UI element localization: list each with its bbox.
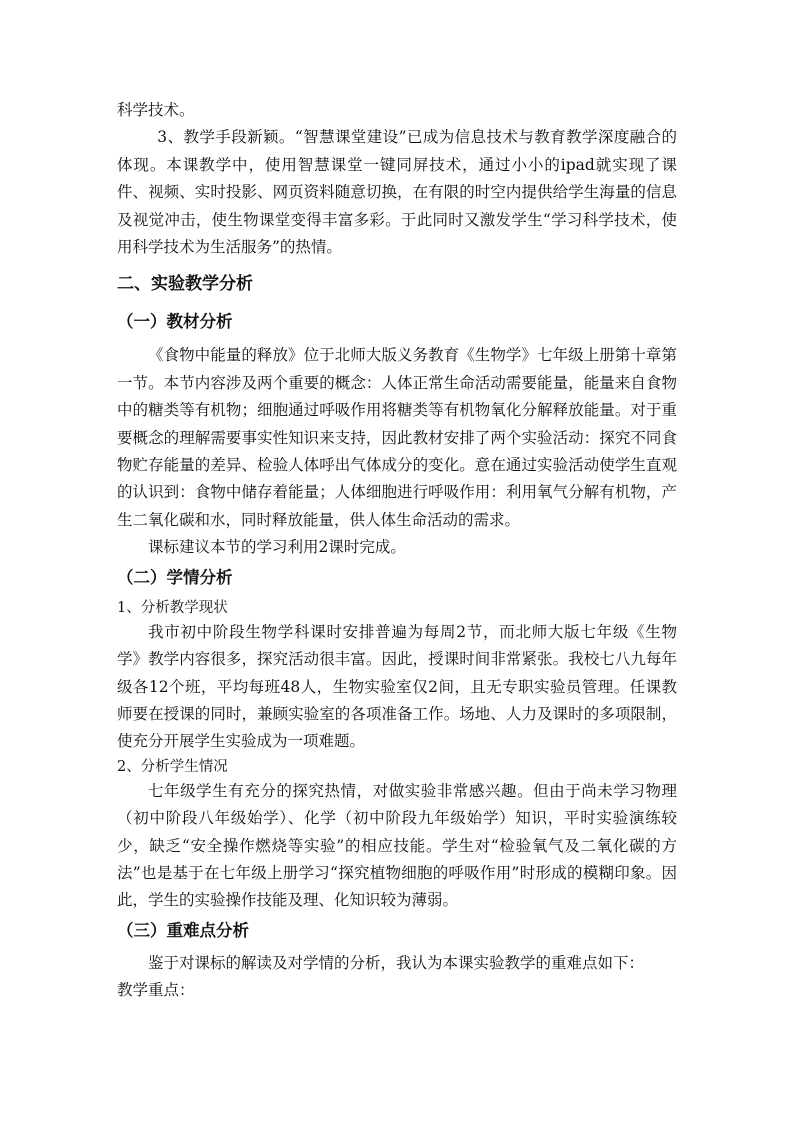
document-body xyxy=(117,97,677,1005)
subsection-heading-textbook-analysis: （一）教材分析 xyxy=(117,312,233,332)
continuation-text: 科学技术。 xyxy=(117,101,195,119)
teaching-focus-label: 教学重点： xyxy=(117,981,195,1000)
curriculum-suggestion-paragraph: 课标建议本节的学习利用2课时完成。 xyxy=(148,538,406,557)
student-situation-paragraph: 七年级学生有充分的探究热情，对做实验非常感兴趣。但由于尚未学习物理（初中阶段八年级始学）、化学（初中阶段九年级始学）知识，平时实验演练较少，缺乏“安全操作燃烧等实验”的相应技能。学生对“检验氧气及二氧化碳的方法”也是基于在七年级上册学习“探究植物细胞的呼吸作用”时形成的模糊印象。因此，学生的实验操作技能及理、化知识较为薄弱。 xyxy=(117,781,677,910)
subsection-heading-student-analysis: （二）学情分析 xyxy=(117,567,233,587)
student-situation-title: 2、分析学生情况 xyxy=(117,758,228,775)
section-heading-experiment-analysis: 二、实验教学分析 xyxy=(117,274,253,295)
teaching-status-paragraph: 我市初中阶段生物学科课时安排普遍为每周2节，而北师大版七年级《生物学》教学内容很多，探究活动很丰富。因此，授课时间非常紧张。我校七八九每年级各12个班，平均每班48人，生物实验室仅2间，且无专职实验员管理。任课教师要在授课的同时，兼顾实验室的各项准备工作。场地、人力及课时的多项限制，使充分开展学生实验成为一项难题。 xyxy=(117,622,677,751)
subsection-heading-key-difficulties: （三）重难点分析 xyxy=(117,920,249,940)
item-3-paragraph: 3、教学手段新颖。“智慧课堂建设”已成为信息技术与教育教学深度融合的体现。本课教学中，使用智慧课堂一键同屏技术，通过小小的ipad就实现了课件、视频、实时投影、网页资料随意切换，在有限的时空内提供给学生海量的信息及视觉冲击，使生物课堂变得丰富多彩。于此同时又激发学生“学习科学技术，使用科学技术为生活服务”的热情。 xyxy=(117,128,677,257)
teaching-status-title: 1、分析教学现状 xyxy=(117,599,228,616)
key-difficulties-paragraph: 鉴于对课标的解读及对学情的分析，我认为本课实验教学的重难点如下： xyxy=(148,953,645,972)
textbook-analysis-paragraph: 《食物中能量的释放》位于北师大版义务教育《生物学》七年级上册第十章第一节。本节内容涉及两个重要的概念：人体正常生命活动需要能量，能量来自食物中的糖类等有机物；细胞通过呼吸作用将糖类等有机物氧化分解释放能量。对于重要概念的理解需要事实性知识来支持，因此教材安排了两个实验活动：探究不同食物贮存能量的差异、检验人体呼出气体成分的变化。意在通过实验活动使学生直观的认识到：食物中储存着能量；人体细胞进行呼吸作用：利用氧气分解有机物，产生二氧化碳和水，同时释放能量，供人体生命活动的需求。 xyxy=(117,346,677,529)
